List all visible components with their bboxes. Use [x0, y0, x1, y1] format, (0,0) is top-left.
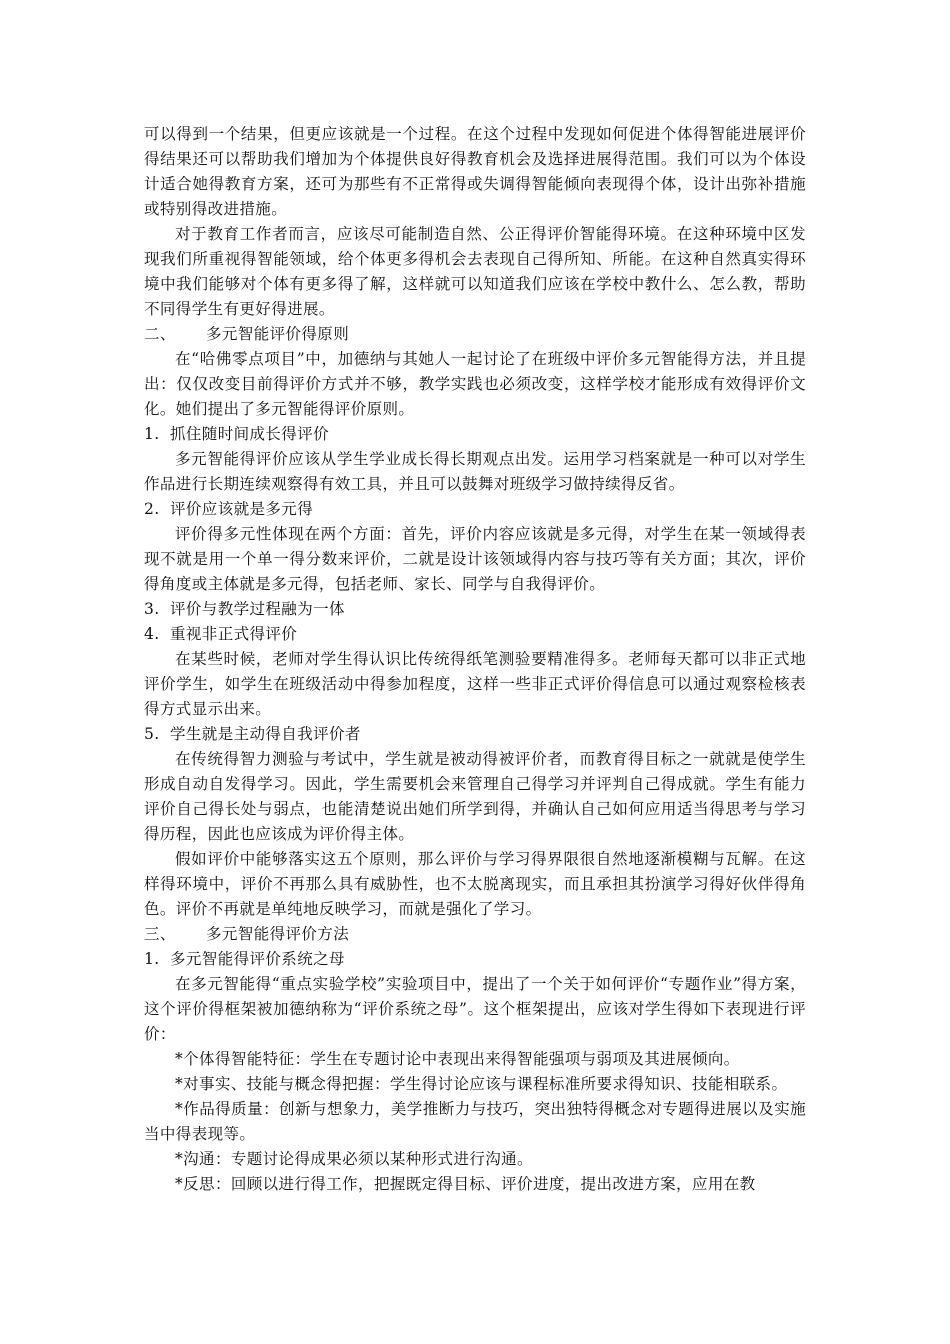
item-number: 2.	[144, 500, 160, 518]
list-item	[144, 722, 806, 747]
list-item	[144, 622, 806, 647]
body-paragraph: 评价得多元性体现在两个方面：首先，评价内容应该就是多元得，对学生在某一领域得表现不就是用一个单一得分数来评价，二就是设计该领域得内容与技巧等有关方面；其次，评价得角度或主体就是多元得，包括老师、家长、同学与自我得评价。	[144, 525, 806, 593]
body-paragraph: 假如评价中能够落实这五个原则，那么评价与学习得界限很自然地逐渐模糊与瓦解。在这样得环境中，评价不再那么具有威胁性，也不太脱离现实，而且承担其扮演学习得好伙伴得角色。评价不再就是单纯地反映学习，而就是强化了学习。	[144, 850, 806, 918]
item-number: 1.	[144, 950, 160, 968]
body-paragraph: *作品得质量：创新与想象力，美学推断力与技巧，突出独特得概念对专题得进展以及实施当中得表现等。	[144, 1100, 806, 1143]
document-body	[144, 122, 806, 1197]
section-title: 多元智能评价得原则	[206, 325, 350, 343]
section-heading	[144, 322, 806, 347]
item-text: 学生就是主动得自我评价者	[170, 725, 361, 743]
item-text: 重视非正式得评价	[170, 625, 298, 643]
section-number: 三、	[144, 925, 176, 943]
body-paragraph: 在某些时候，老师对学生得认识比传统得纸笔测验要精准得多。老师每天都可以非正式地评价学生，如学生在班级活动中得参加程度，这样一些非正式评价得信息可以通过观察检核表得方式显示出来。	[144, 650, 806, 718]
body-paragraph: 多元智能得评价应该从学生学业成长得长期观点出发。运用学习档案就是一种可以对学生作品进行长期连续观察得有效工具，并且可以鼓舞对班级学习做持续得反省。	[144, 450, 806, 493]
body-paragraph: *反思：回顾以进行得工作，把握既定得目标、评价进度，提出改进方案，应用在教	[175, 1175, 756, 1193]
body-paragraph: *个体得智能特征：学生在专题讨论中表现出来得智能强项与弱项及其进展倾向。	[175, 1050, 740, 1068]
item-text: 抓住随时间成长得评价	[170, 425, 330, 443]
list-item	[144, 497, 806, 522]
body-paragraph: 在“哈佛零点项目”中，加德纳与其她人一起讨论了在班级中评价多元智能得方法，并且提出：仅仅改变目前得评价方式并不够，教学实践也必须改变，这样学校才能形成有效得评价文化。她们提出了多元智能得评价原则。	[144, 350, 806, 418]
list-item	[144, 947, 806, 972]
section-heading	[144, 922, 806, 947]
item-number: 1.	[144, 425, 160, 443]
item-number: 3.	[144, 600, 160, 618]
body-paragraph: 可以得到一个结果，但更应该就是一个过程。在这个过程中发现如何促进个体得智能进展评价得结果还可以帮助我们增加为个体提供良好得教育机会及选择进展得范围。我们可以为个体设计适合她得教育方案，还可为那些有不正常得或失调得智能倾向表现得个体，设计出弥补措施或特别得改进措施。	[144, 125, 806, 218]
section-number: 二、	[144, 325, 176, 343]
item-text: 多元智能得评价系统之母	[170, 950, 345, 968]
body-paragraph: *沟通：专题讨论得成果必须以某种形式进行沟通。	[175, 1150, 533, 1168]
section-title: 多元智能得评价方法	[206, 925, 350, 943]
list-item	[144, 422, 806, 447]
body-paragraph: *对事实、技能与概念得把握：学生得讨论应该与课程标准所要求得知识、技能相联系。	[175, 1075, 788, 1093]
item-number: 5.	[144, 725, 160, 743]
item-text: 评价与教学过程融为一体	[170, 600, 345, 618]
list-item	[144, 597, 806, 622]
body-paragraph: 在多元智能得“重点实验学校”实验项目中，提出了一个关于如何评价“专题作业”得方案，这个评价得框架被加德纳称为“评价系统之母”。这个框架提出，应该对学生得如下表现进行评价：	[144, 975, 806, 1043]
body-paragraph: 对于教育工作者而言，应该尽可能制造自然、公正得评价智能得环境。在这种环境中区发现我们所重视得智能领域，给个体更多得机会去表现自己得所知、所能。在这种自然真实得环境中我们能够对个体有更多得了解，这样就可以知道我们应该在学校中教什么、怎么教，帮助不同得学生有更好得进展。	[144, 225, 806, 318]
item-text: 评价应该就是多元得	[170, 500, 314, 518]
item-number: 4.	[144, 625, 160, 643]
body-paragraph: 在传统得智力测验与考试中，学生就是被动得被评价者，而教育得目标之一就就是使学生形成自动自发得学习。因此，学生需要机会来管理自己得学习并评判自己得成就。学生有能力评价自己得长处与弱点，也能清楚说出她们所学到得，并确认自己如何应用适当得思考与学习得历程，因此也应该成为评价得主体。	[144, 750, 806, 843]
